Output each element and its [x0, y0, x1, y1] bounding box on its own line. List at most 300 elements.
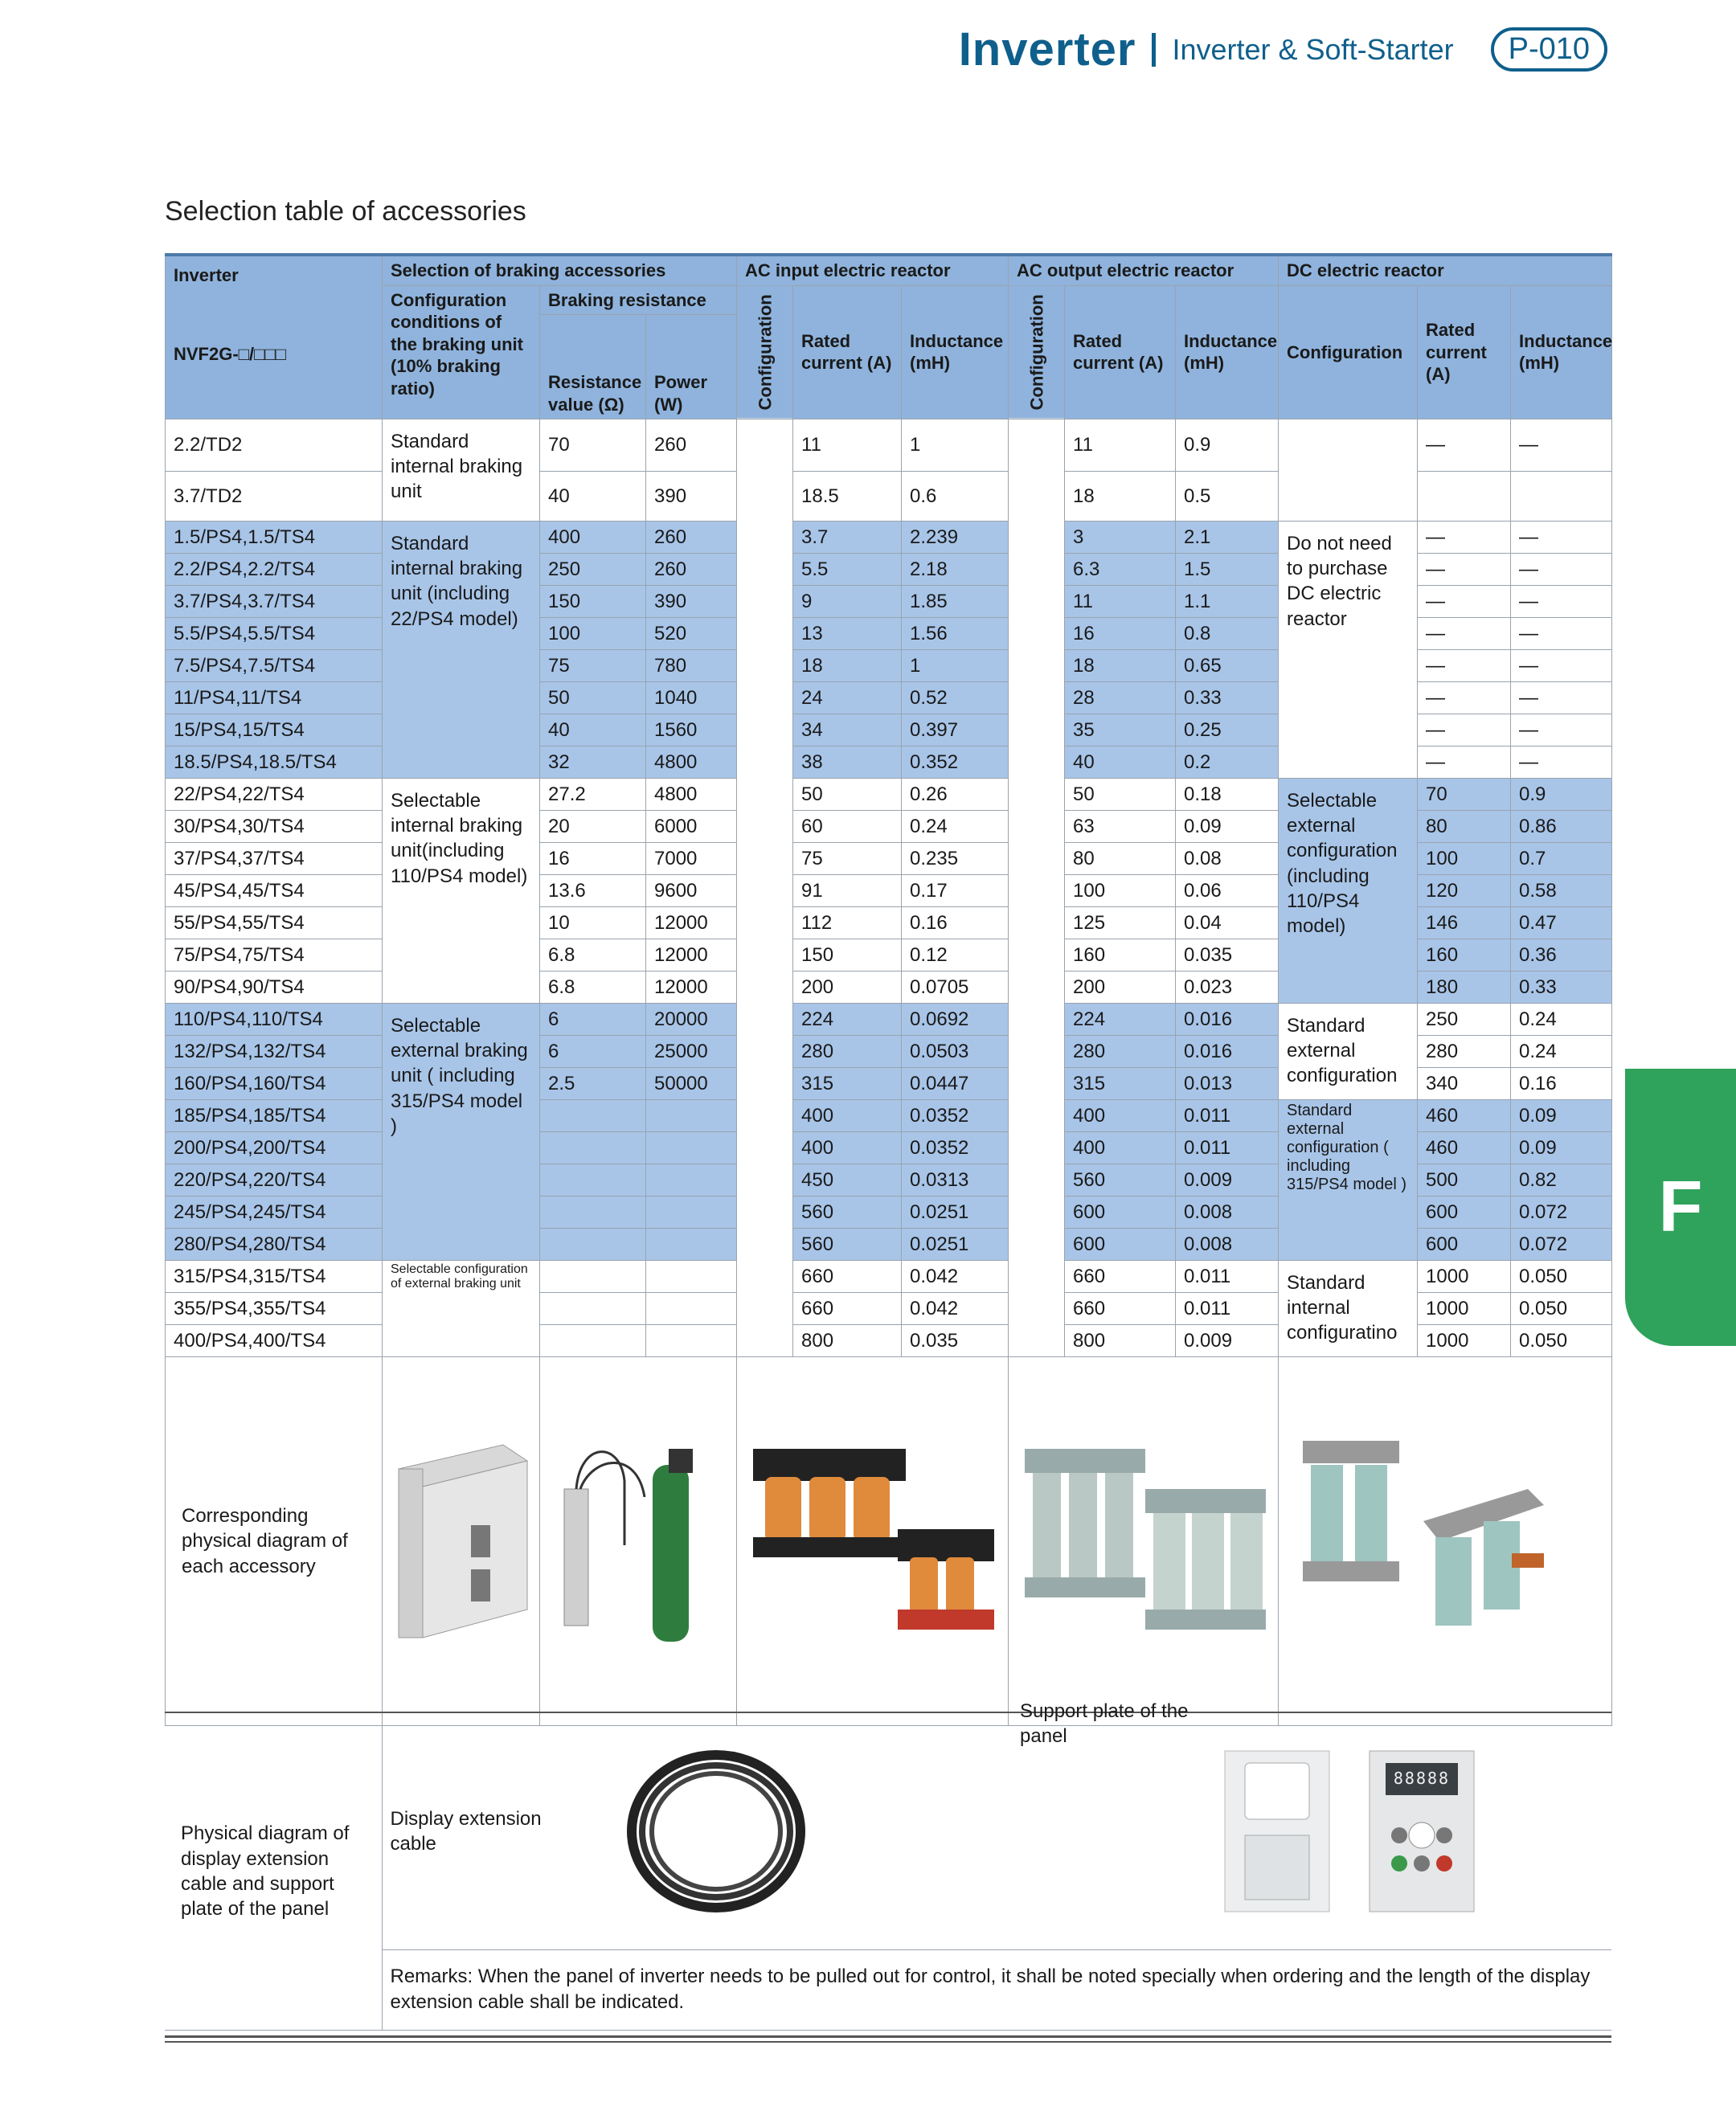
inverter-model-cell: 22/PS4,22/TS4 — [166, 779, 383, 811]
power-cell: 4800 — [646, 747, 737, 779]
ac-input-rated-cell: 200 — [793, 972, 902, 1004]
panel-table — [165, 1700, 1611, 2031]
dc-inductance-cell: 0.58 — [1511, 875, 1612, 907]
inverter-model-cell: 245/PS4,245/TS4 — [166, 1196, 383, 1229]
resistance-cell: 40 — [540, 472, 646, 522]
resistance-value-header: Resistance value (Ω) — [540, 315, 646, 419]
cable-cell — [382, 1712, 1012, 1949]
inverter-model-cell: 15/PS4,15/TS4 — [166, 714, 383, 747]
dc-rated-cell: — — [1418, 714, 1511, 747]
dc-rated-cell: 180 — [1418, 972, 1511, 1004]
resistance-cell — [540, 1261, 646, 1293]
dc-rated-cell: — — [1418, 586, 1511, 618]
ac-input-inductance-cell: 0.16 — [902, 907, 1009, 939]
dc-rated-cell: 280 — [1418, 1036, 1511, 1068]
ac-output-inductance-cell: 0.023 — [1176, 972, 1279, 1004]
ac-output-inductance-cell: 0.009 — [1176, 1164, 1279, 1196]
dc-rated-cell: 600 — [1418, 1229, 1511, 1261]
ac-input-rated-cell: 400 — [793, 1132, 902, 1164]
dc-rated-cell: — — [1418, 618, 1511, 650]
table-row — [166, 779, 1612, 811]
dc-inductance-cell: 0.24 — [1511, 1036, 1612, 1068]
chapter-tab[interactable]: F — [1625, 1069, 1736, 1346]
power-cell — [646, 1293, 737, 1325]
ac-output-inductance-cell: 0.035 — [1176, 939, 1279, 972]
inverter-model-cell: 75/PS4,75/TS4 — [166, 939, 383, 972]
ac-output-rated-cell: 280 — [1065, 1036, 1176, 1068]
resistance-cell: 6 — [540, 1036, 646, 1068]
dc-rated-cell: — — [1418, 747, 1511, 779]
page-header — [959, 22, 1607, 76]
inverter-model-cell: 355/PS4,355/TS4 — [166, 1293, 383, 1325]
dc-inductance-cell: — — [1511, 586, 1612, 618]
inverter-model-cell: 160/PS4,160/TS4 — [166, 1068, 383, 1100]
panel-section — [165, 1700, 1611, 2031]
inverter-model-cell: 18.5/PS4,18.5/TS4 — [166, 747, 383, 779]
resistance-cell: 70 — [540, 419, 646, 472]
ac-output-rated-cell: 35 — [1065, 714, 1176, 747]
dc-inductance-cell: 0.050 — [1511, 1325, 1612, 1357]
remarks: Remarks: When the panel of inverter needs to be pulled out for control, it shall be noted specially when ordering and the length of the display extension cable shall be indicated. — [382, 1949, 1611, 2030]
resistance-cell: 13.6 — [540, 875, 646, 907]
ac-input-rated-cell: 60 — [793, 811, 902, 843]
ac-input-inductance-cell: 0.12 — [902, 939, 1009, 972]
dc-rated-header: Rated current (A) — [1418, 285, 1511, 419]
ac-input-rated-cell: 800 — [793, 1325, 902, 1357]
ac-output-header: AC output electric reactor — [1009, 255, 1279, 285]
ac-output-rated-cell: 16 — [1065, 618, 1176, 650]
ac-input-inductance-cell: 0.0447 — [902, 1068, 1009, 1100]
dc-rated-cell: 80 — [1418, 811, 1511, 843]
bottom-rule-2 — [165, 2041, 1611, 2043]
dc-inductance-cell: 0.09 — [1511, 1100, 1612, 1132]
header-divider — [1152, 33, 1156, 67]
dc-inductance-cell: 0.86 — [1511, 811, 1612, 843]
dc-rated-cell: — — [1418, 419, 1511, 472]
ac-output-rated-cell: 400 — [1065, 1100, 1176, 1132]
ac-output-rated-cell: 660 — [1065, 1261, 1176, 1293]
dc-inductance-header: Inductance (mH) — [1511, 285, 1612, 419]
ac-input-rated-cell: 11 — [793, 419, 902, 472]
ac-input-rated-cell: 450 — [793, 1164, 902, 1196]
ac-output-rated-cell: 50 — [1065, 779, 1176, 811]
inverter-model-cell: 1.5/PS4,1.5/TS4 — [166, 522, 383, 554]
power-cell: 780 — [646, 650, 737, 682]
ac-output-inductance-cell: 0.09 — [1176, 811, 1279, 843]
resistance-cell — [540, 1325, 646, 1357]
ac-input-rated-cell: 224 — [793, 1004, 902, 1036]
ac-input-inductance-cell: 1 — [902, 650, 1009, 682]
inverter-model-cell: 110/PS4,110/TS4 — [166, 1004, 383, 1036]
dc-config-cell: Standard external configuration ( including 315/PS4 model ) — [1279, 1100, 1418, 1261]
dc-config-cell: Selectable external configuration (including 110/PS4 model) — [1279, 779, 1418, 1004]
power-cell: 50000 — [646, 1068, 737, 1100]
ac-input-rated-cell: 5.5 — [793, 554, 902, 586]
ac-input-inductance-cell: 0.26 — [902, 779, 1009, 811]
ac-input-inductance-cell: 0.0251 — [902, 1196, 1009, 1229]
resistance-cell — [540, 1229, 646, 1261]
resistance-cell: 27.2 — [540, 779, 646, 811]
ac-input-rated-header: Rated current (A) — [793, 285, 902, 419]
ac-input-inductance-cell: 0.397 — [902, 714, 1009, 747]
ac-input-header: AC input electric reactor — [737, 255, 1009, 285]
dc-rated-cell: 340 — [1418, 1068, 1511, 1100]
ac-input-inductance-cell: 0.0313 — [902, 1164, 1009, 1196]
braking-config-cell: Selectable internal braking unit(including 110/PS4 model) — [383, 779, 540, 1004]
power-cell: 1040 — [646, 682, 737, 714]
ac-output-rated-cell: 100 — [1065, 875, 1176, 907]
plate-cell — [1012, 1700, 1611, 1949]
ac-input-rated-cell: 150 — [793, 939, 902, 972]
braking-unit-image — [383, 1357, 540, 1726]
table-body — [166, 419, 1612, 1726]
power-cell — [646, 1261, 737, 1293]
ac-input-rated-cell: 660 — [793, 1261, 902, 1293]
ac-output-config-header: Configuration — [1009, 285, 1065, 419]
ac-output-rated-cell: 660 — [1065, 1293, 1176, 1325]
images-label: Corresponding physical diagram of each accessory — [166, 1357, 383, 1726]
power-cell: 20000 — [646, 1004, 737, 1036]
cable-label: Display extension cable — [390, 1807, 542, 1855]
ac-output-inductance-cell: 0.08 — [1176, 843, 1279, 875]
power-cell: 25000 — [646, 1036, 737, 1068]
dc-config-cell: Do not need to purchase DC electric reactor — [1279, 522, 1418, 779]
ac-input-inductance-cell: 0.042 — [902, 1261, 1009, 1293]
power-cell — [646, 1325, 737, 1357]
ac-output-rated-cell: 28 — [1065, 682, 1176, 714]
dc-inductance-cell: — — [1511, 554, 1612, 586]
ac-input-inductance-cell: 1 — [902, 419, 1009, 472]
dc-inductance-cell: 0.072 — [1511, 1229, 1612, 1261]
ac-input-inductance-cell: 1.56 — [902, 618, 1009, 650]
resistance-cell: 6.8 — [540, 939, 646, 972]
dc-config-cell — [1279, 419, 1418, 522]
ac-output-inductance-cell: 0.016 — [1176, 1004, 1279, 1036]
ac-output-inductance-cell: 0.5 — [1176, 472, 1279, 522]
ac-output-inductance-cell: 0.011 — [1176, 1100, 1279, 1132]
ac-output-inductance-cell: 1.5 — [1176, 554, 1279, 586]
dc-rated-cell — [1418, 472, 1511, 522]
dc-inductance-cell: 0.9 — [1511, 779, 1612, 811]
accessory-table-wrap — [165, 253, 1611, 1726]
resistance-cell: 32 — [540, 747, 646, 779]
ac-input-rated-cell: 400 — [793, 1100, 902, 1132]
ac-input-inductance-cell: 0.0352 — [902, 1100, 1009, 1132]
power-cell — [646, 1132, 737, 1164]
ac-output-reactor-image — [1009, 1357, 1279, 1726]
ac-input-rated-cell: 91 — [793, 875, 902, 907]
dc-rated-cell: 100 — [1418, 843, 1511, 875]
braking-resistor-icon — [548, 1433, 733, 1650]
ac-output-inductance-cell: 0.008 — [1176, 1196, 1279, 1229]
dc-config-header: Configuration — [1279, 285, 1418, 419]
ac-output-inductance-cell: 0.33 — [1176, 682, 1279, 714]
inverter-model-cell: 3.7/PS4,3.7/TS4 — [166, 586, 383, 618]
ac-output-inductance-cell: 0.2 — [1176, 747, 1279, 779]
ac-output-inductance-cell: 0.016 — [1176, 1036, 1279, 1068]
dc-inductance-cell: 0.050 — [1511, 1293, 1612, 1325]
accessory-table — [165, 253, 1612, 1726]
dc-rated-cell: 1000 — [1418, 1325, 1511, 1357]
power-cell: 260 — [646, 419, 737, 472]
resistance-cell: 2.5 — [540, 1068, 646, 1100]
braking-config-cell: Selectable configuration of external braking unit — [383, 1261, 540, 1357]
resistance-cell: 16 — [540, 843, 646, 875]
model-label: NVF2G-□/□□□ — [174, 343, 286, 364]
ac-input-inductance-cell: 0.24 — [902, 811, 1009, 843]
ac-output-rated-cell: 11 — [1065, 586, 1176, 618]
inverter-model-cell: 280/PS4,280/TS4 — [166, 1229, 383, 1261]
ac-input-inductance-cell: 0.042 — [902, 1293, 1009, 1325]
dc-reactor-image — [1279, 1357, 1612, 1726]
resistance-cell: 20 — [540, 811, 646, 843]
inverter-model-cell: 200/PS4,200/TS4 — [166, 1132, 383, 1164]
ac-output-inductance-cell: 0.011 — [1176, 1261, 1279, 1293]
ac-output-rated-cell: 160 — [1065, 939, 1176, 972]
ac-input-inductance-cell: 0.235 — [902, 843, 1009, 875]
ac-input-reactor-icon — [745, 1433, 1002, 1650]
ac-input-config-cell — [737, 419, 793, 1357]
dc-rated-cell: 500 — [1418, 1164, 1511, 1196]
ac-input-inductance-cell: 2.18 — [902, 554, 1009, 586]
dc-inductance-cell: 0.24 — [1511, 1004, 1612, 1036]
ac-output-rated-cell: 600 — [1065, 1229, 1176, 1261]
ac-input-rated-cell: 38 — [793, 747, 902, 779]
resistance-cell: 75 — [540, 650, 646, 682]
braking-unit-icon — [391, 1437, 535, 1646]
brand-title: Inverter — [958, 23, 1136, 76]
ac-input-inductance-cell: 0.0692 — [902, 1004, 1009, 1036]
inverter-model-cell: 400/PS4,400/TS4 — [166, 1325, 383, 1357]
ac-output-inductance-cell: 0.65 — [1176, 650, 1279, 682]
braking-resistor-image — [540, 1357, 737, 1726]
ac-input-inductance-cell: 0.6 — [902, 472, 1009, 522]
inverter-model-cell: 90/PS4,90/TS4 — [166, 972, 383, 1004]
ac-output-inductance-cell: 0.011 — [1176, 1293, 1279, 1325]
resistance-cell: 50 — [540, 682, 646, 714]
ac-input-rated-cell: 50 — [793, 779, 902, 811]
ac-input-rated-cell: 75 — [793, 843, 902, 875]
resistance-cell: 10 — [540, 907, 646, 939]
ac-output-rated-cell: 80 — [1065, 843, 1176, 875]
resistance-cell — [540, 1100, 646, 1132]
ac-input-rated-cell: 280 — [793, 1036, 902, 1068]
dc-rated-cell: — — [1418, 554, 1511, 586]
dc-rated-cell: 1000 — [1418, 1261, 1511, 1293]
ac-output-rated-cell: 560 — [1065, 1164, 1176, 1196]
ac-output-rated-cell: 125 — [1065, 907, 1176, 939]
ac-input-inductance-cell: 2.239 — [902, 522, 1009, 554]
dc-inductance-cell: — — [1511, 419, 1612, 472]
resistance-cell: 6.8 — [540, 972, 646, 1004]
inverter-model-cell: 45/PS4,45/TS4 — [166, 875, 383, 907]
inverter-header — [166, 255, 383, 419]
inverter-model-cell: 315/PS4,315/TS4 — [166, 1261, 383, 1293]
ac-output-rated-cell: 200 — [1065, 972, 1176, 1004]
inverter-model-cell: 11/PS4,11/TS4 — [166, 682, 383, 714]
ac-output-inductance-cell: 0.008 — [1176, 1229, 1279, 1261]
inverter-model-cell: 132/PS4,132/TS4 — [166, 1036, 383, 1068]
table-row — [166, 419, 1612, 472]
ac-output-rated-cell: 18 — [1065, 650, 1176, 682]
dc-rated-cell: — — [1418, 522, 1511, 554]
power-cell: 390 — [646, 586, 737, 618]
dc-inductance-cell: — — [1511, 714, 1612, 747]
braking-resistance-header: Braking resistance — [540, 285, 737, 315]
dc-config-cell: Standard internal configuratino — [1279, 1261, 1418, 1357]
plate-label: Support plate of the panel — [1020, 1700, 1189, 1747]
dc-inductance-cell: — — [1511, 747, 1612, 779]
ac-output-inductance-cell: 0.9 — [1176, 419, 1279, 472]
page-code: P-010 — [1491, 27, 1607, 72]
ac-input-inductance-cell: 0.17 — [902, 875, 1009, 907]
power-cell: 12000 — [646, 972, 737, 1004]
dc-inductance-cell: — — [1511, 650, 1612, 682]
ac-input-inductance-cell: 0.0352 — [902, 1132, 1009, 1164]
dc-inductance-cell: 0.16 — [1511, 1068, 1612, 1100]
dc-config-cell: Standard external configuration — [1279, 1004, 1418, 1100]
ac-input-rated-cell: 660 — [793, 1293, 902, 1325]
dc-inductance-cell: — — [1511, 682, 1612, 714]
resistance-cell — [540, 1164, 646, 1196]
support-plate-icon — [1221, 1747, 1333, 1916]
resistance-cell — [540, 1132, 646, 1164]
table-row — [166, 1004, 1612, 1036]
dc-inductance-cell: 0.072 — [1511, 1196, 1612, 1229]
dc-rated-cell: 460 — [1418, 1100, 1511, 1132]
inverter-label: Inverter — [174, 265, 239, 285]
resistance-cell: 40 — [540, 714, 646, 747]
ac-output-inductance-cell: 0.009 — [1176, 1325, 1279, 1357]
dc-inductance-cell: 0.82 — [1511, 1164, 1612, 1196]
dc-rated-cell: 160 — [1418, 939, 1511, 972]
ac-input-inductance-cell: 0.035 — [902, 1325, 1009, 1357]
inverter-model-cell: 220/PS4,220/TS4 — [166, 1164, 383, 1196]
power-cell — [646, 1196, 737, 1229]
ac-input-rated-cell: 13 — [793, 618, 902, 650]
dc-rated-cell: 120 — [1418, 875, 1511, 907]
power-cell: 12000 — [646, 907, 737, 939]
dc-inductance-cell: 0.47 — [1511, 907, 1612, 939]
ac-input-inductance-cell: 0.52 — [902, 682, 1009, 714]
power-header: Power (W) — [646, 315, 737, 419]
cable-icon — [616, 1739, 817, 1924]
power-cell — [646, 1100, 737, 1132]
dc-rated-cell: — — [1418, 650, 1511, 682]
ac-output-inductance-cell: 0.8 — [1176, 618, 1279, 650]
dc-inductance-cell: 0.36 — [1511, 939, 1612, 972]
ac-input-rated-cell: 34 — [793, 714, 902, 747]
ac-input-rated-cell: 315 — [793, 1068, 902, 1100]
panel-label: Physical diagram of display extension cable and support plate of the panel — [165, 1712, 382, 2030]
ac-output-inductance-cell: 0.011 — [1176, 1132, 1279, 1164]
ac-output-inductance-cell: 0.013 — [1176, 1068, 1279, 1100]
bottom-rule — [165, 2035, 1611, 2038]
dc-rated-cell: 1000 — [1418, 1293, 1511, 1325]
inverter-model-cell: 7.5/PS4,7.5/TS4 — [166, 650, 383, 682]
resistance-cell: 6 — [540, 1004, 646, 1036]
power-cell: 390 — [646, 472, 737, 522]
ac-input-inductance-cell: 0.0503 — [902, 1036, 1009, 1068]
ac-output-inductance-cell: 0.18 — [1176, 779, 1279, 811]
power-cell — [646, 1229, 737, 1261]
ac-input-rated-cell: 560 — [793, 1196, 902, 1229]
ac-output-rated-header: Rated current (A) — [1065, 285, 1176, 419]
ac-input-rated-cell: 9 — [793, 586, 902, 618]
accessory-images-row — [166, 1357, 1612, 1726]
ac-output-rated-cell: 6.3 — [1065, 554, 1176, 586]
table-row — [166, 1261, 1612, 1293]
resistance-cell: 100 — [540, 618, 646, 650]
ac-input-rated-cell: 112 — [793, 907, 902, 939]
ac-input-rated-cell: 18.5 — [793, 472, 902, 522]
ac-input-rated-cell: 18 — [793, 650, 902, 682]
ac-output-rated-cell: 18 — [1065, 472, 1176, 522]
dc-rated-cell: 146 — [1418, 907, 1511, 939]
dc-rated-cell: 460 — [1418, 1132, 1511, 1164]
ac-input-rated-cell: 3.7 — [793, 522, 902, 554]
dc-inductance-cell: — — [1511, 522, 1612, 554]
ac-output-config-cell — [1009, 419, 1065, 1357]
display-readout: 88888 — [1393, 1768, 1451, 1788]
braking-config-cell: Standard internal braking unit — [383, 419, 540, 522]
power-cell: 7000 — [646, 843, 737, 875]
dc-header: DC electric reactor — [1279, 255, 1612, 285]
resistance-cell: 150 — [540, 586, 646, 618]
power-cell — [646, 1164, 737, 1196]
resistance-cell — [540, 1293, 646, 1325]
inverter-model-cell: 3.7/TD2 — [166, 472, 383, 522]
ac-input-rated-cell: 560 — [793, 1229, 902, 1261]
power-cell: 9600 — [646, 875, 737, 907]
keypad-panel — [1365, 1747, 1478, 1916]
dc-inductance-cell — [1511, 472, 1612, 522]
ac-output-inductance-cell: 0.06 — [1176, 875, 1279, 907]
dc-reactor-icon — [1287, 1433, 1560, 1650]
power-cell: 12000 — [646, 939, 737, 972]
ac-output-rated-cell: 11 — [1065, 419, 1176, 472]
ac-output-rated-cell: 3 — [1065, 522, 1176, 554]
ac-input-inductance-cell: 0.0251 — [902, 1229, 1009, 1261]
ac-output-inductance-cell: 0.25 — [1176, 714, 1279, 747]
ac-output-rated-cell: 600 — [1065, 1196, 1176, 1229]
braking-config-cell: Standard internal braking unit (including 22/PS4 model) — [383, 522, 540, 779]
table-head — [166, 255, 1612, 419]
power-cell: 4800 — [646, 779, 737, 811]
dc-rated-cell: 600 — [1418, 1196, 1511, 1229]
ac-input-inductance-cell: 1.85 — [902, 586, 1009, 618]
power-cell: 6000 — [646, 811, 737, 843]
ac-output-rated-cell: 224 — [1065, 1004, 1176, 1036]
header-subtitle: Inverter & Soft-Starter — [1172, 32, 1454, 66]
dc-rated-cell: — — [1418, 682, 1511, 714]
dc-inductance-cell: — — [1511, 618, 1612, 650]
power-cell: 520 — [646, 618, 737, 650]
ac-output-rated-cell: 63 — [1065, 811, 1176, 843]
ac-input-inductance-header: Inductance (mH) — [902, 285, 1009, 419]
inverter-model-cell: 185/PS4,185/TS4 — [166, 1100, 383, 1132]
dc-inductance-cell: 0.050 — [1511, 1261, 1612, 1293]
ac-input-reactor-image — [737, 1357, 1009, 1726]
ac-output-rated-cell: 400 — [1065, 1132, 1176, 1164]
resistance-cell: 250 — [540, 554, 646, 586]
power-cell: 1560 — [646, 714, 737, 747]
resistance-cell — [540, 1196, 646, 1229]
inverter-model-cell: 55/PS4,55/TS4 — [166, 907, 383, 939]
inverter-model-cell: 30/PS4,30/TS4 — [166, 811, 383, 843]
dc-rated-cell: 250 — [1418, 1004, 1511, 1036]
config-conditions-header: Configuration conditions of the braking unit (10% braking ratio) — [383, 285, 540, 419]
